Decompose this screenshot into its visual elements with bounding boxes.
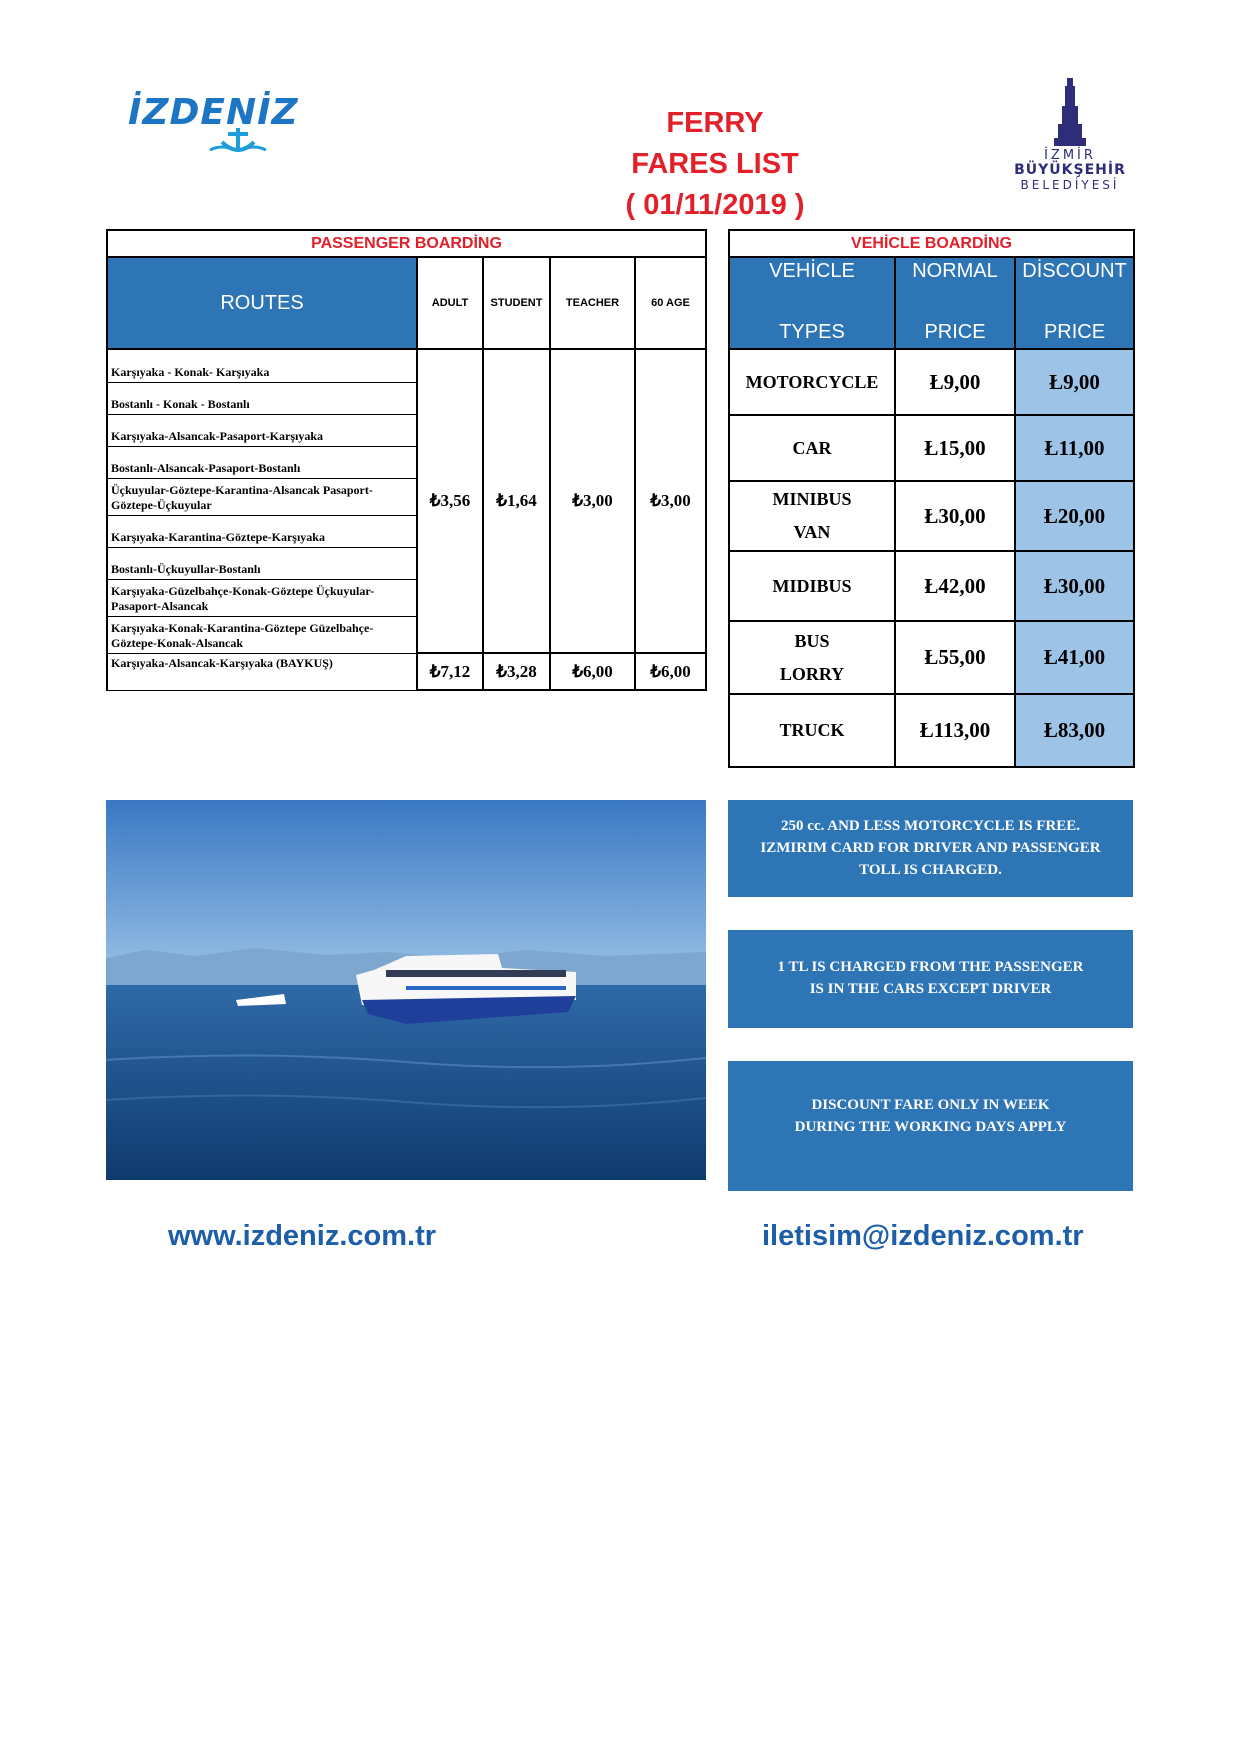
baykus-student-price: ₺3,28 <box>483 653 550 690</box>
anchor-icon <box>208 126 268 156</box>
age60-header: 60 AGE <box>635 257 706 349</box>
teacher-price: ₺3,00 <box>550 349 635 653</box>
vehicle-caption: VEHİCLE BOARDİNG <box>729 230 1134 257</box>
age60-price: ₺3,00 <box>635 349 706 653</box>
discount-price: Ł30,00 <box>1015 551 1134 621</box>
normal-price-header: NORMAL PRICE <box>895 257 1015 349</box>
discount-price: Ł9,00 <box>1015 349 1134 415</box>
clock-tower-icon <box>1052 78 1088 148</box>
website-link[interactable]: www.izdeniz.com.tr <box>168 1220 437 1252</box>
baykus-adult-price: ₺7,12 <box>417 653 483 690</box>
baykus-age60-price: ₺6,00 <box>635 653 706 690</box>
discount-price: Ł41,00 <box>1015 621 1134 694</box>
izdeniz-logo <box>128 92 299 162</box>
vehicle-type: MIDIBUS <box>729 551 895 621</box>
route-row: Bostanlı-Alsancak-Pasaport-Bostanlı <box>107 446 417 478</box>
route-row: Bostanlı - Konak - Bostanlı <box>107 382 417 414</box>
logo-line-buyuksehir: BÜYÜKŞEHİR <box>1014 162 1126 178</box>
student-header: STUDENT <box>483 257 550 349</box>
vehicle-type: TRUCK <box>729 694 895 767</box>
discount-price: Ł11,00 <box>1015 415 1134 481</box>
vehicle-type: CAR <box>729 415 895 481</box>
note-discount-weekdays: DISCOUNT FARE ONLY IN WEEK DURING THE WORKING DAYS APPLY <box>728 1061 1133 1191</box>
email-link[interactable]: iletisim@izdeniz.com.tr <box>762 1220 1084 1252</box>
normal-price: Ł15,00 <box>895 415 1015 481</box>
normal-price: Ł30,00 <box>895 481 1015 551</box>
adult-header: ADULT <box>417 257 483 349</box>
discount-price: Ł20,00 <box>1015 481 1134 551</box>
student-price: ₺1,64 <box>483 349 550 653</box>
route-row: Karşıyaka - Konak- Karşıyaka <box>107 349 417 382</box>
normal-price: Ł42,00 <box>895 551 1015 621</box>
vehicle-type: MOTORCYCLE <box>729 349 895 415</box>
route-row: Üçkuyular-Göztepe-Karantina-Alsancak Pasaport-Göztepe-Üçkuyular <box>107 478 417 515</box>
izmir-municipality-logo <box>1000 78 1140 192</box>
discount-price: Ł83,00 <box>1015 694 1134 767</box>
normal-price: Ł9,00 <box>895 349 1015 415</box>
teacher-header: TEACHER <box>550 257 635 349</box>
route-row: Bostanlı-Üçkuyullar-Bostanlı <box>107 547 417 579</box>
normal-price: Ł55,00 <box>895 621 1015 694</box>
route-row: Karşıyaka-Güzelbahçe-Konak-Göztepe Üçkuyular-Pasaport-Alsancak <box>107 579 417 616</box>
passenger-fares-table <box>106 229 707 691</box>
logo-line-belediyesi: BELEDİYESİ <box>1020 178 1120 192</box>
vehicle-types-header: VEHİCLE TYPES <box>729 257 895 349</box>
note-passenger-charge: 1 TL IS CHARGED FROM THE PASSENGER IS IN THE CARS EXCEPT DRIVER <box>728 930 1133 1028</box>
ferry-photo <box>106 800 706 1180</box>
baykus-route: Karşıyaka-Alsancak-Karşıyaka (BAYKUŞ) <box>107 653 417 690</box>
title-ferry: FERRY <box>666 107 764 139</box>
note-motorcycle-free: 250 cc. AND LESS MOTORCYCLE IS FREE. IZMIRIM CARD FOR DRIVER AND PASSENGER TOLL IS CHARGED. <box>728 800 1133 897</box>
normal-price: Ł113,00 <box>895 694 1015 767</box>
izdeniz-logo-text: İZDENİZ <box>128 92 299 133</box>
route-row: Karşıyaka-Konak-Karantina-Göztepe Güzelbahçe-Göztepe-Konak-Alsancak <box>107 616 417 653</box>
baykus-teacher-price: ₺6,00 <box>550 653 635 690</box>
vehicle-type: MINIBUS VAN <box>729 481 895 551</box>
title-date: ( 01/11/2019 ) <box>625 189 805 221</box>
adult-price: ₺3,56 <box>417 349 483 653</box>
routes-header: ROUTES <box>107 257 417 349</box>
discount-price-header: DİSCOUNT PRICE <box>1015 257 1134 349</box>
logo-line-izmir: İZMİR <box>1044 148 1096 163</box>
vehicle-fares-table <box>728 229 1135 768</box>
title-fares-list: FARES LIST <box>631 148 799 180</box>
route-row: Karşıyaka-Alsancak-Pasaport-Karşıyaka <box>107 414 417 446</box>
route-row: Karşıyaka-Karantina-Göztepe-Karşıyaka <box>107 515 417 547</box>
vehicle-type: BUS LORRY <box>729 621 895 694</box>
passenger-caption: PASSENGER BOARDİNG <box>107 230 706 257</box>
